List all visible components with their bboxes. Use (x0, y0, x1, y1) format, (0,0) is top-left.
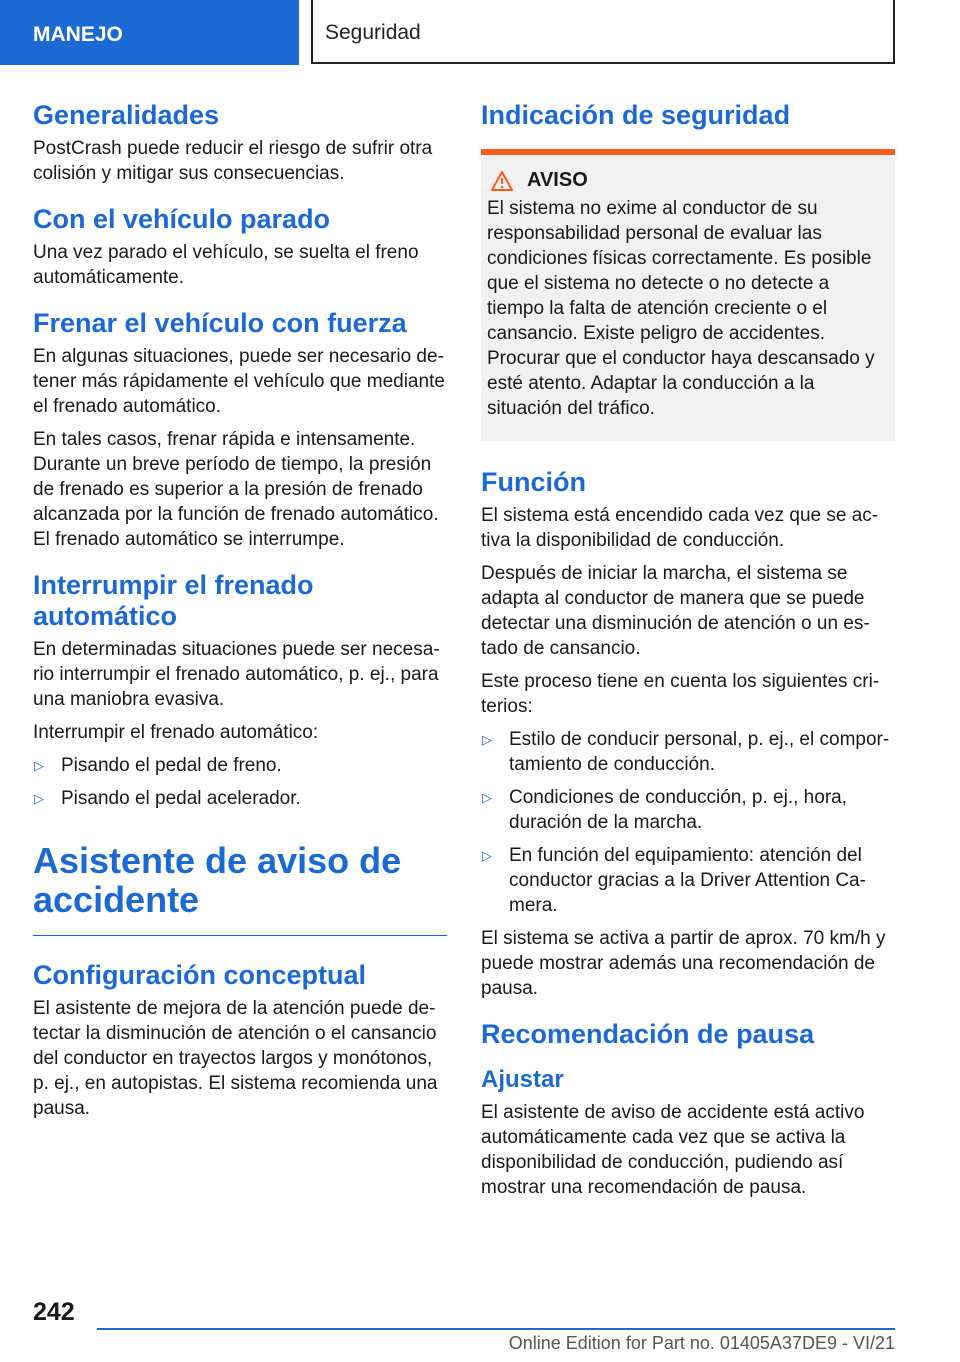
generalidades-text: PostCrash puede reducir el riesgo de sufrir otra colisión y mitigar sus consecuencias. (33, 138, 433, 184)
funcion-text-3: Este proceso tiene en cuenta los siguientes criterios: (481, 671, 880, 717)
section-label: MANEJO (33, 23, 123, 46)
triangle-bullet-icon: ▷ (482, 848, 492, 863)
edition-text: Online Edition for Part no. 01405A37DE9 - VI/21 (508, 1333, 895, 1353)
list-item-text: Pisando el pedal acelerador. (61, 788, 301, 809)
funcion-text-1: El sistema está encendido cada vez que se activa la disponibilidad de conducción. (481, 505, 879, 551)
list-item-text: En función del equipamiento: atención del conductor gracias a la Driver Attention Camera. (509, 845, 866, 916)
funcion-text-2: Después de iniciar la marcha, el sistema se adapta al conductor de manera que se puede detectar una disminución de atención o un estado de cansancio. (481, 563, 870, 659)
list-item (33, 786, 447, 811)
interrumpir-text-1: En determinadas situaciones puede ser necesario interrumpir el frenado automático, p. ej., para una maniobra evasiva. (33, 639, 440, 710)
pausa-heading: Recomendación de pausa (481, 1019, 815, 1049)
right-column (481, 100, 895, 1200)
funcion-text-4: El sistema se activa a partir de aprox. 70 km/h y puede mostrar además una recomendación de pausa. (481, 928, 886, 999)
asistente-heading: Asistente de aviso de accidente (33, 840, 402, 920)
interrumpir-text-2: Interrumpir el frenado automático: (33, 722, 319, 743)
triangle-bullet-icon: ▷ (34, 758, 44, 773)
funcion-list (481, 727, 895, 918)
list-item-text: Estilo de conducir personal, p. ej., el comportamiento de conducción. (509, 729, 890, 775)
frenar-heading: Frenar el vehículo con fuerza (33, 308, 407, 338)
footer-rule (97, 1328, 895, 1330)
list-item (33, 753, 447, 778)
parado-text: Una vez parado el vehículo, se suelta el freno automáticamente. (33, 242, 419, 288)
triangle-bullet-icon: ▷ (482, 732, 492, 747)
warning-text: El sistema no exime al conductor de su responsabilidad personal de evaluar las condiciones físicas correctamente. Es posible que el sistema no detecte o no detecte a tiempo la falta de atención creciente o el cansancio. Existe peligro de accidentes. Procurar que el conductor haya descansado y esté atento. Adaptar la conducción a la situación del tráfico. (487, 198, 875, 419)
interrumpir-list (33, 753, 447, 811)
list-item (481, 727, 895, 777)
ajustar-heading: Ajustar (481, 1066, 564, 1093)
indicacion-heading: Indicación de seguridad (481, 100, 791, 130)
topic-tab (311, 0, 895, 64)
list-item (481, 843, 895, 918)
triangle-bullet-icon: ▷ (34, 791, 44, 806)
parado-heading: Con el vehículo parado (33, 204, 331, 234)
frenar-text-1: En algunas situaciones, puede ser necesario detener más rápidamente el vehículo que mediante el frenado automático. (33, 346, 445, 417)
frenar-text-2: En tales casos, frenar rápida e intensamente. Durante un breve período de tiempo, la presión de frenado es superior a la presión de frenado alcanzada por la función de frenado automático. El frenado automático se interrumpe. (33, 429, 439, 550)
left-column (33, 100, 447, 1121)
triangle-bullet-icon: ▷ (482, 790, 492, 805)
list-item (481, 785, 895, 835)
interrumpir-heading: Interrumpir el frenado automático (33, 570, 314, 631)
heading-rule (33, 935, 447, 936)
funcion-heading: Función (481, 467, 586, 497)
section-tab (0, 0, 299, 65)
topic-label: Seguridad (325, 21, 421, 44)
page-number: 242 (33, 1298, 75, 1326)
config-text: El asistente de mejora de la atención puede detectar la disminución de atención o el cansancio del conductor en trayectos largos y monótonos, p. ej., en autopistas. El sistema recomienda una pausa. (33, 998, 438, 1119)
warning-label: AVISO (527, 169, 588, 191)
warning-box (481, 149, 895, 441)
warning-triangle-icon (491, 171, 513, 191)
config-heading: Configuración conceptual (33, 960, 367, 990)
list-item-text: Pisando el pedal de freno. (61, 755, 282, 776)
ajustar-text: El asistente de aviso de accidente está activo automáticamente cada vez que se activa la disponibilidad de conducción, pudiendo así mostrar una recomendación de pausa. (481, 1102, 865, 1198)
generalidades-heading: Generalidades (33, 100, 220, 130)
list-item-text: Condiciones de conducción, p. ej., hora, duración de la marcha. (509, 787, 847, 833)
